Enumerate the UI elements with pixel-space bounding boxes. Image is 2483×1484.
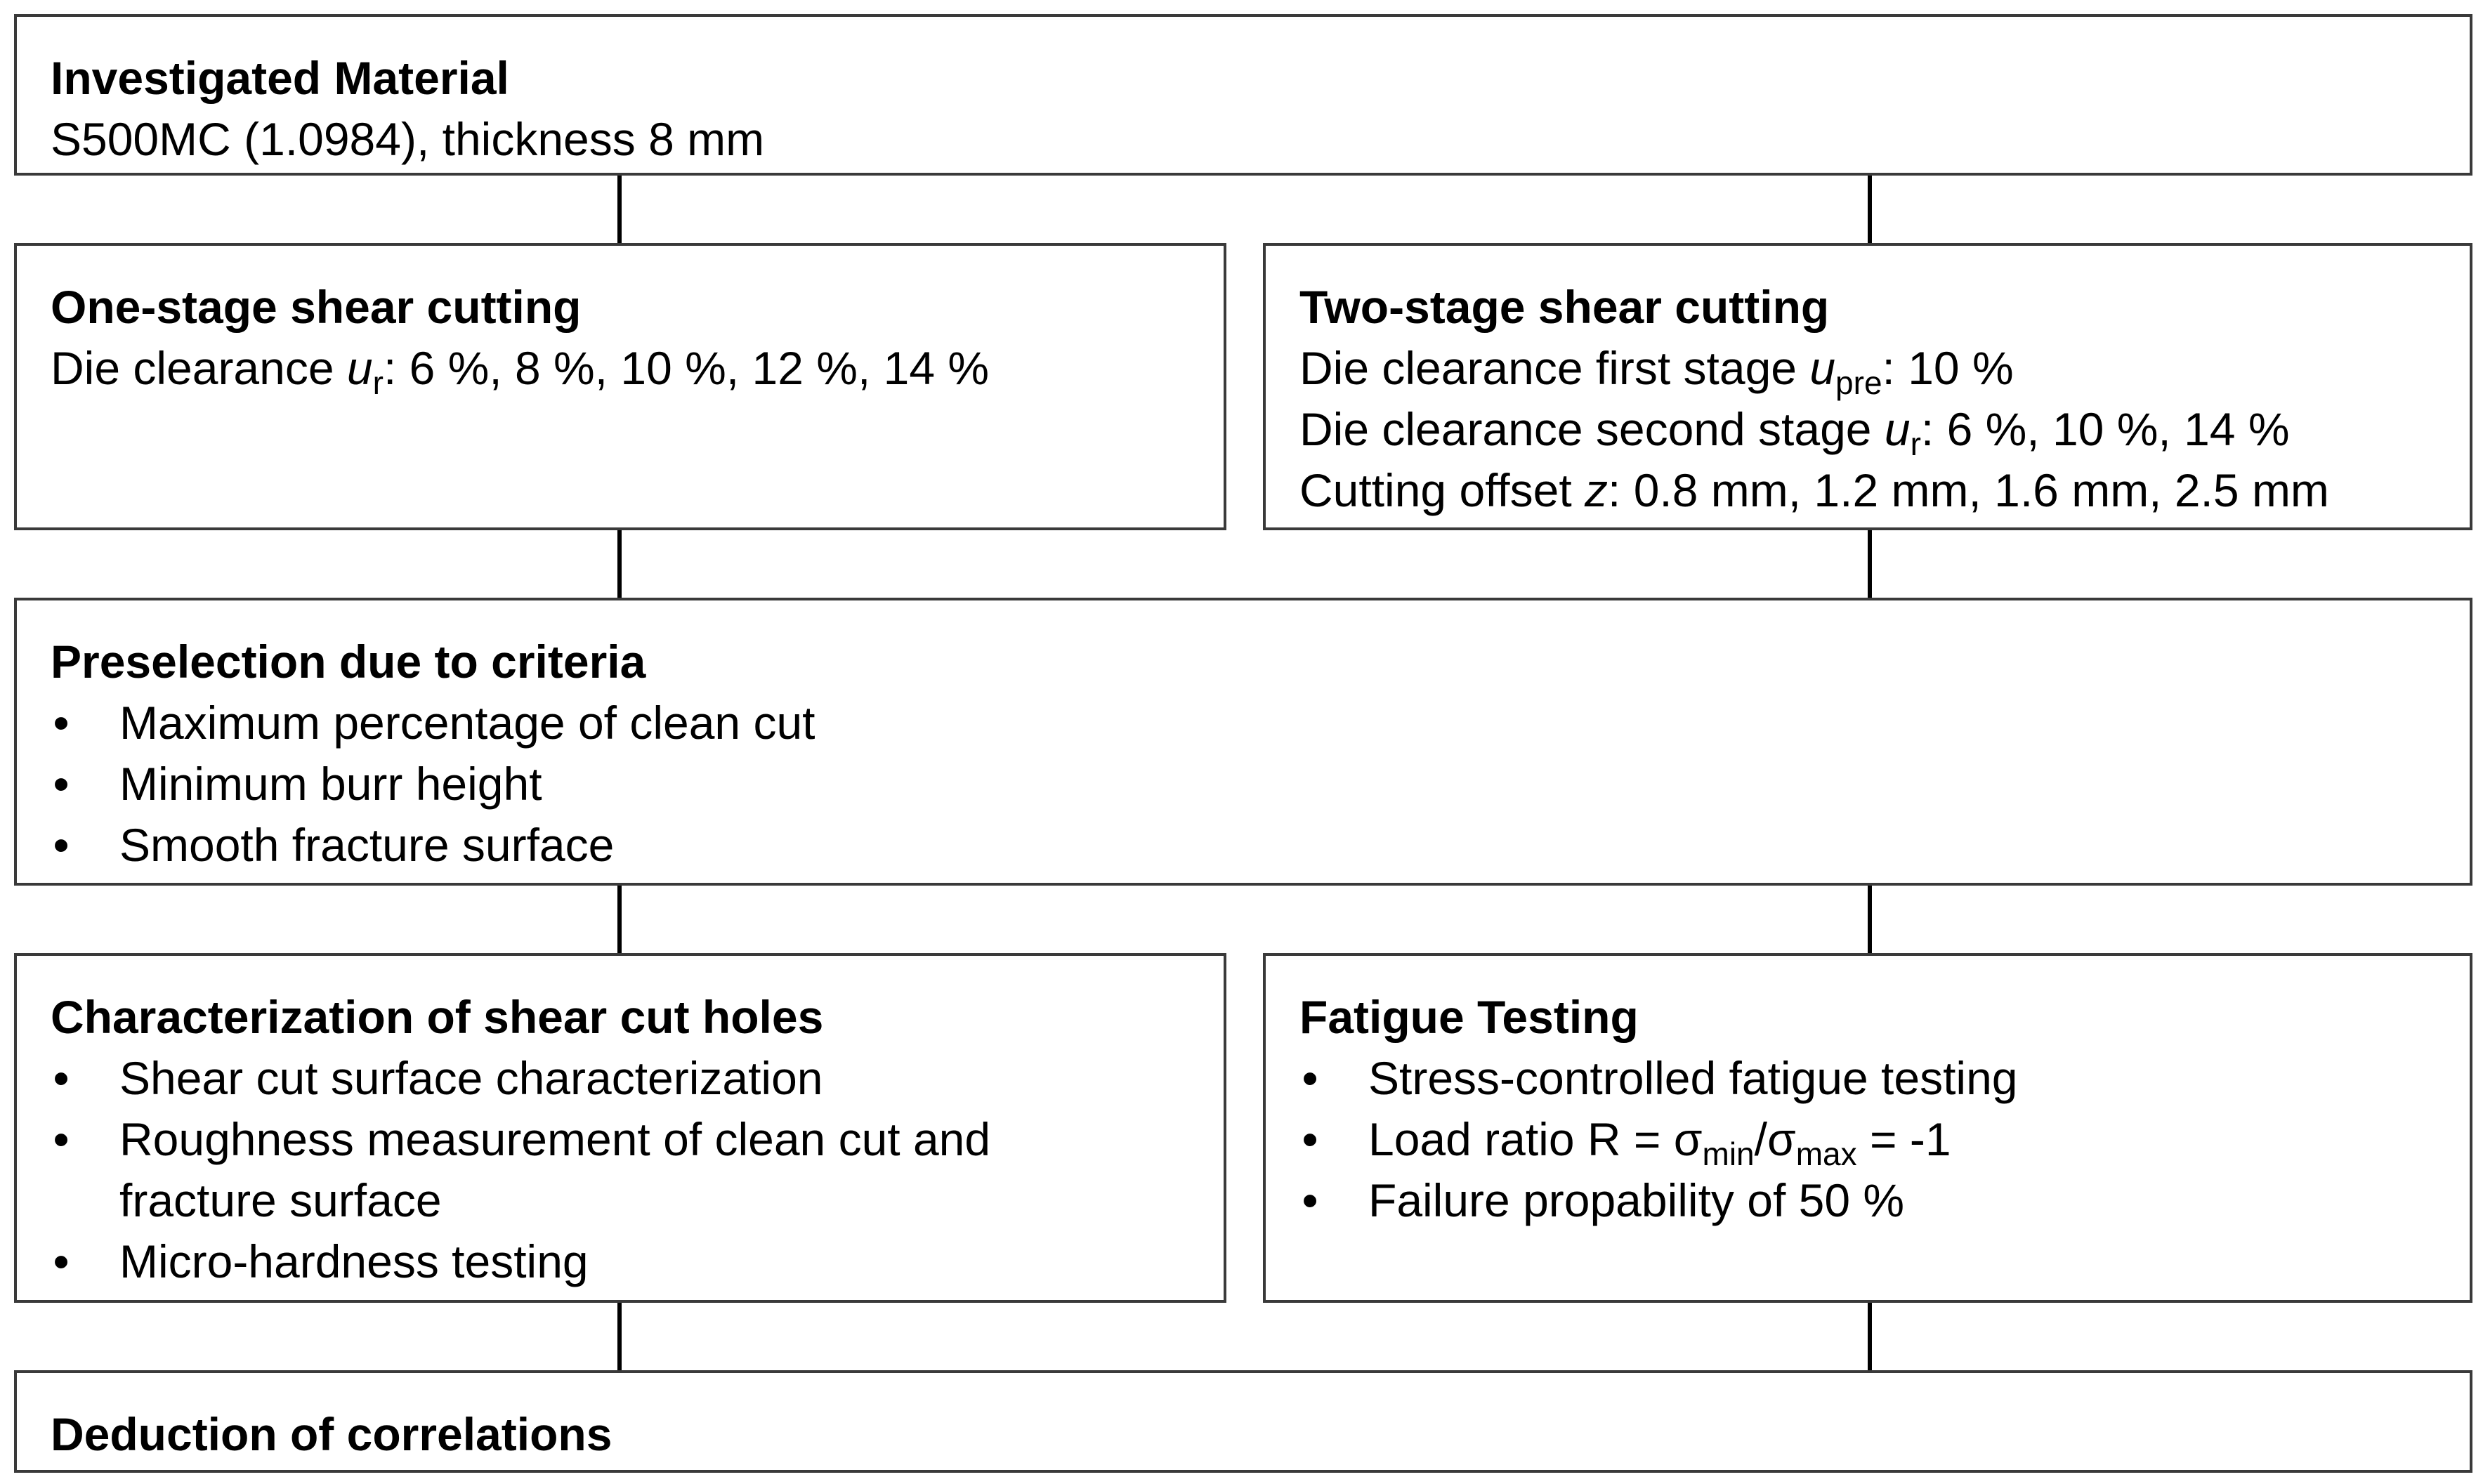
investigated-material-text: S500MC (1.0984), thickness 8 mm bbox=[51, 113, 765, 165]
connector-two-stage-to-preselection bbox=[1868, 529, 1872, 599]
bullet-icon: • bbox=[53, 1235, 70, 1287]
bullet-icon: • bbox=[53, 758, 70, 810]
bullet-icon: • bbox=[53, 819, 70, 871]
list-item: • Micro-hardness testing bbox=[51, 1231, 1132, 1292]
list-item: • Minimum burr height bbox=[51, 754, 2470, 815]
list-item: • Failure propability of 50 % bbox=[1299, 1170, 2470, 1231]
deduction-box bbox=[14, 1370, 2472, 1473]
bullet-icon: • bbox=[1302, 1113, 1318, 1165]
two-stage-second-clearance: Die clearance second stage $u_r$: 6 %, 10 %, 14 % bbox=[1299, 403, 2290, 462]
list-item: • Stress-controlled fatigue testing bbox=[1299, 1048, 2470, 1109]
fatigue-title: Fatigue Testing bbox=[1299, 991, 1639, 1043]
connector-material-to-two-stage bbox=[1868, 174, 1872, 244]
preselection-title: Preselection due to criteria bbox=[51, 636, 646, 688]
characterization-list bbox=[51, 1048, 1132, 1292]
connector-preselection-to-characterization bbox=[617, 884, 622, 954]
list-item bbox=[1299, 1109, 2470, 1170]
bullet-icon: • bbox=[1302, 1174, 1318, 1226]
connector-preselection-to-fatigue bbox=[1868, 884, 1872, 954]
connector-material-to-one-stage bbox=[617, 174, 622, 244]
two-stage-title: Two-stage shear cutting bbox=[1299, 281, 1830, 333]
bullet-icon: • bbox=[1302, 1052, 1318, 1104]
one-stage-die-clearance: Die clearance $u_r$: 6 %, 8 %, 10 %, 12 %, 14 % bbox=[51, 342, 990, 401]
two-stage-first-clearance: Die clearance first stage $u_{pre}$: 10 % bbox=[1299, 342, 2014, 401]
fatigue-list bbox=[1299, 1048, 2470, 1231]
fatigue-testing-box bbox=[1263, 953, 2472, 1303]
preselection-criteria-list bbox=[51, 692, 2470, 876]
bullet-icon: • bbox=[53, 1052, 70, 1104]
two-stage-shear-cutting-box bbox=[1263, 243, 2472, 530]
one-stage-shear-cutting-box bbox=[14, 243, 1226, 530]
bullet-icon: • bbox=[53, 1113, 70, 1165]
list-item: • Smooth fracture surface bbox=[51, 815, 2470, 876]
connector-one-stage-to-preselection bbox=[617, 529, 622, 599]
list-item: • Maximum percentage of clean cut bbox=[51, 692, 2470, 754]
investigated-material-box bbox=[14, 14, 2472, 176]
one-stage-title: One-stage shear cutting bbox=[51, 281, 582, 333]
bullet-icon: • bbox=[53, 697, 70, 749]
connector-characterization-to-deduction bbox=[617, 1301, 622, 1372]
list-item: • Roughness measurement of clean cut and fracture surface bbox=[51, 1109, 1132, 1231]
two-stage-cutting-offset: Cutting offset z: 0.8 mm, 1.2 mm, 1.6 mm, 2.5 mm bbox=[1299, 464, 2329, 516]
characterization-box bbox=[14, 953, 1226, 1303]
investigated-material-title: Investigated Material bbox=[51, 52, 509, 104]
preselection-box bbox=[14, 598, 2472, 886]
list-item: • Shear cut surface characterization bbox=[51, 1048, 1132, 1109]
deduction-title: Deduction of correlations bbox=[51, 1408, 612, 1460]
load-ratio-text: Load ratio $R = \sigma_{min}/\sigma_{max} = -1$ bbox=[1368, 1113, 1951, 1172]
connector-fatigue-to-deduction bbox=[1868, 1301, 1872, 1372]
characterization-title: Characterization of shear cut holes bbox=[51, 991, 824, 1043]
